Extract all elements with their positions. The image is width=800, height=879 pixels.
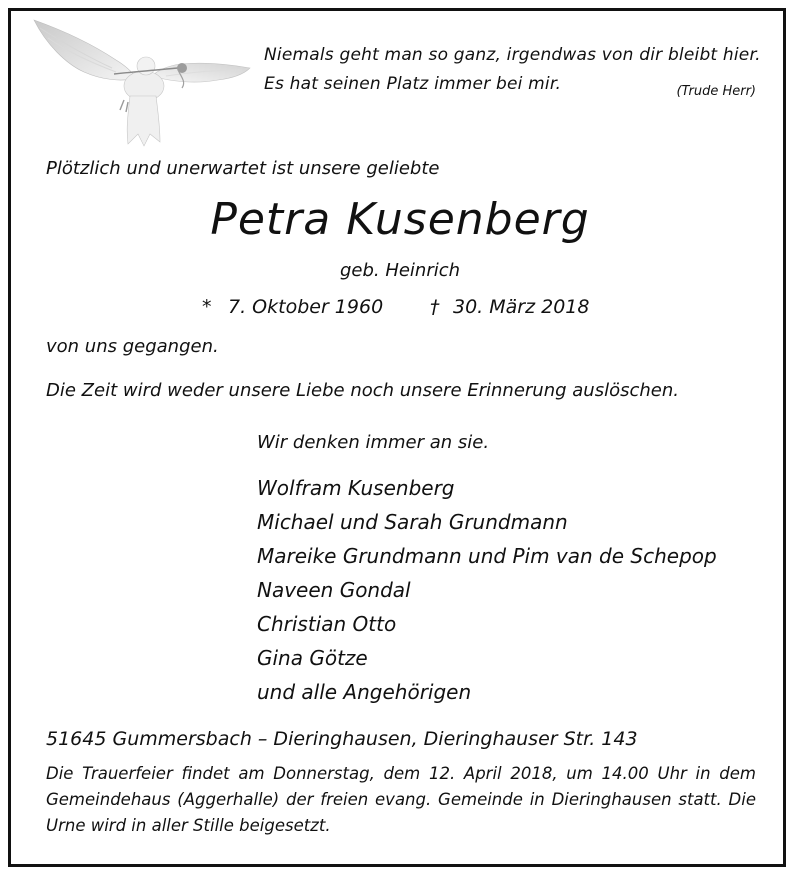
intro-text: Plötzlich und unerwartet ist unsere geliebte (46, 158, 440, 179)
quote-line-2: Es hat seinen Platz immer bei mir. (264, 74, 562, 94)
address: 51645 Gummersbach – Dieringhausen, Dieringhauser Str. 143 (46, 728, 638, 750)
family-member: Wolfram Kusenberg (257, 476, 455, 500)
family-member: und alle Angehörigen (257, 680, 472, 704)
dove-with-rose-icon (32, 16, 252, 148)
family-member: Gina Götze (257, 646, 368, 670)
family-member: Christian Otto (257, 612, 397, 636)
family-member: Michael und Sarah Grundmann (257, 510, 568, 534)
quote-line-1: Niemals geht man so ganz, irgendwas von dir bleibt hier. (264, 45, 761, 65)
passed-text: von uns gegangen. (46, 336, 219, 357)
family-member: Mareike Grundmann und Pim van de Schepop (257, 544, 717, 568)
thinking-text: Wir denken immer an sie. (257, 432, 490, 453)
maiden-name: geb. Heinrich (339, 260, 461, 281)
birth-date: 7. Oktober 1960 (228, 296, 384, 318)
deceased-name: Petra Kusenberg (210, 194, 590, 245)
remembrance-text: Die Zeit wird weder unsere Liebe noch unsere Erinnerung auslöschen. (46, 380, 679, 401)
death-symbol: † (430, 296, 440, 318)
quote-author: (Trude Herr) (676, 84, 756, 99)
family-member: Naveen Gondal (257, 578, 411, 602)
ceremony-notice: Die Trauerfeier findet am Donnerstag, dem 12. April 2018, um 14.00 Uhr in dem Gemeindehaus (Aggerhalle) der freien evang. Gemeinde in Dieringhausen statt. Die Urne wird in aller Stille beigesetzt. (46, 764, 756, 835)
death-date: 30. März 2018 (453, 296, 590, 318)
birth-symbol: * (202, 296, 212, 318)
